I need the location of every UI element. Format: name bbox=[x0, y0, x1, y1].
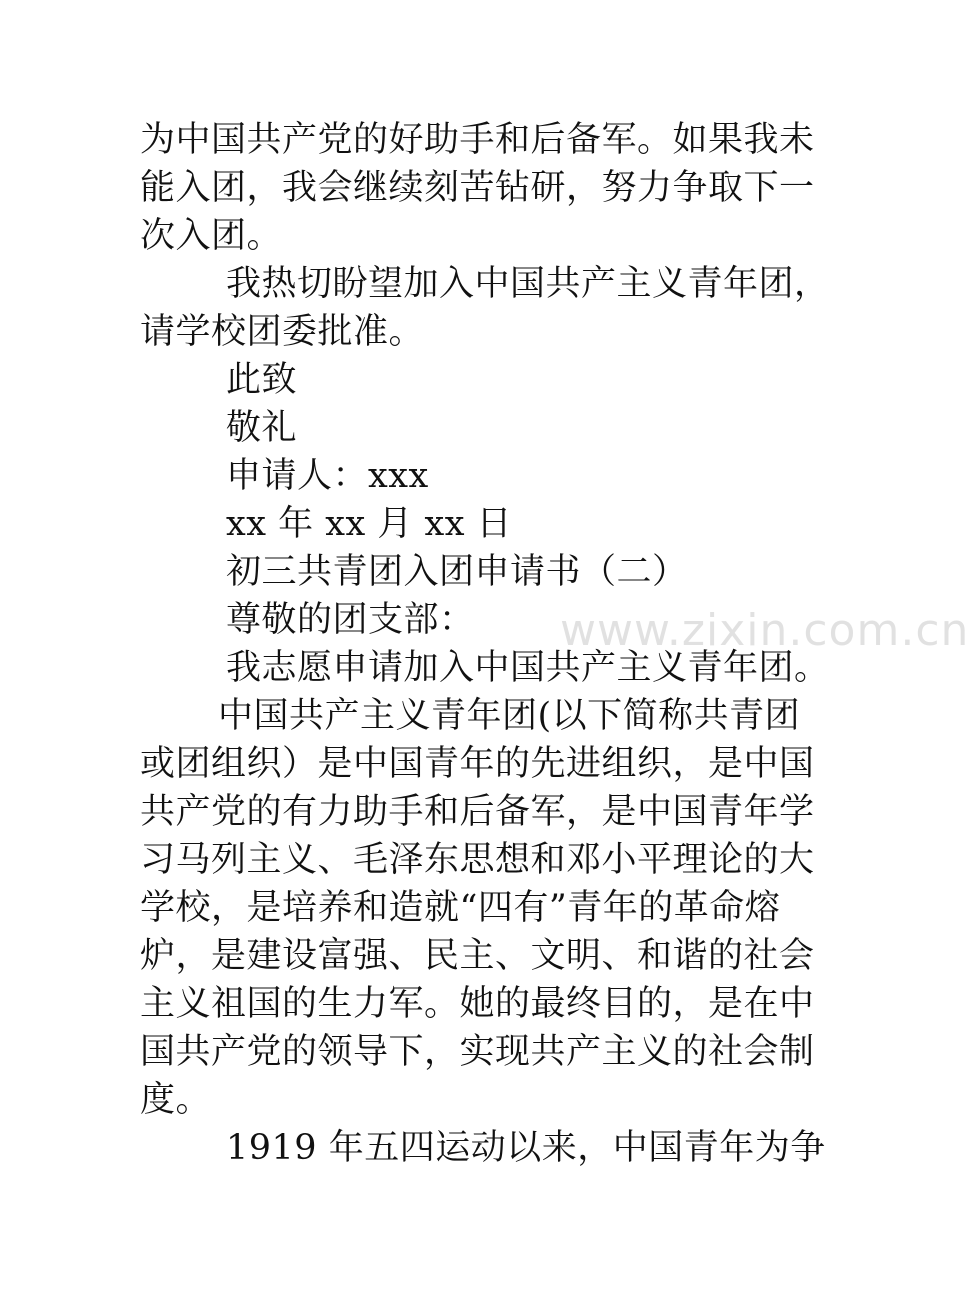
text-line: 我志愿申请加入中国共产主义青年团。 bbox=[226, 648, 830, 688]
text-line: 主义祖国的生力军。她的最终目的，是在中 bbox=[140, 984, 815, 1024]
text-line: 我热切盼望加入中国共产主义青年团， bbox=[226, 264, 830, 304]
text-line: 1919 年五四运动以来，中国青年为争 bbox=[226, 1128, 826, 1168]
text-line: 请学校团委批准。 bbox=[140, 312, 425, 352]
text-line: 中国共产主义青年团(以下简称共青团 bbox=[218, 696, 801, 736]
text-line: 度。 bbox=[140, 1080, 212, 1120]
text-line: 国共产党的领导下，实现共产主义的社会制 bbox=[140, 1032, 815, 1072]
applicant-name: 申请人：xxx bbox=[226, 456, 429, 496]
closing-salutation: 此致 bbox=[226, 360, 298, 400]
text-line: 能入团，我会继续刻苦钻研，努力争取下一 bbox=[140, 168, 815, 208]
greeting: 尊敬的团支部： bbox=[226, 600, 475, 640]
section-title: 初三共青团入团申请书（二） bbox=[226, 552, 688, 592]
text-line: 共产党的有力助手和后备军，是中国青年学 bbox=[140, 792, 815, 832]
text-line: 习马列主义、毛泽东思想和邓小平理论的大 bbox=[140, 840, 815, 880]
application-date: xx 年 xx 月 xx 日 bbox=[226, 504, 513, 544]
text-line: 或团组织）是中国青年的先进组织，是中国 bbox=[140, 744, 815, 784]
text-line: 为中国共产党的好助手和后备军。如果我未 bbox=[140, 120, 815, 160]
text-line: 炉，是建设富强、民主、文明、和谐的社会 bbox=[140, 936, 815, 976]
watermark: www.zixin.com.cn bbox=[560, 605, 969, 656]
text-line: 次入团。 bbox=[140, 216, 283, 256]
text-line: 学校，是培养和造就“四有”青年的革命熔 bbox=[140, 888, 781, 928]
closing-regards: 敬礼 bbox=[226, 408, 298, 448]
